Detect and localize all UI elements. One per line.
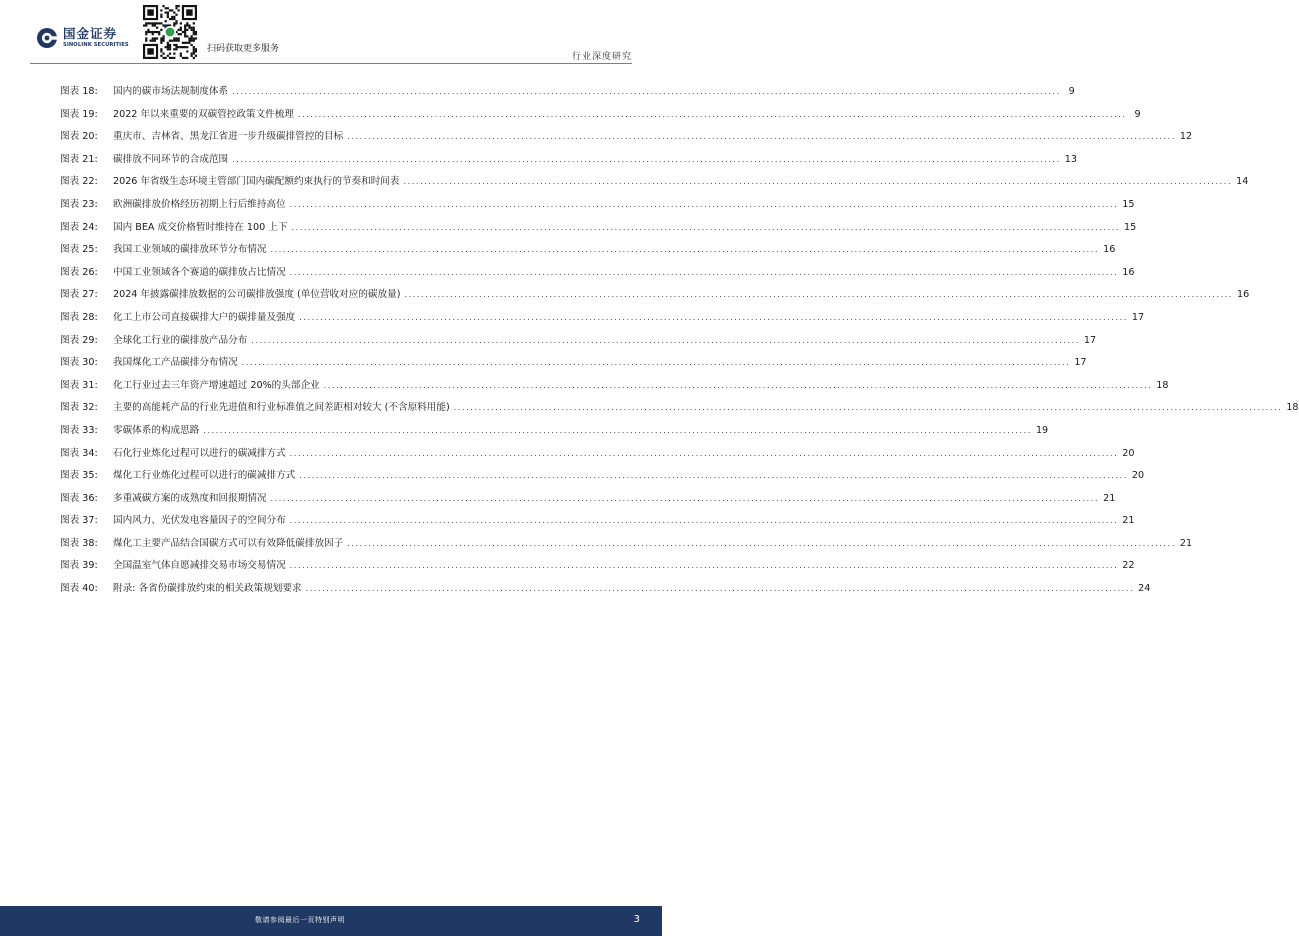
toc-entry[interactable]	[60, 512, 1135, 535]
toc-entry-label: 图表 23:	[60, 198, 98, 210]
dot-leader: ........................................................................................................................................................................................................	[323, 380, 1153, 390]
toc-entry[interactable]	[60, 467, 1145, 490]
dot-leader: ........................................................................................................................................................................................................	[270, 493, 1100, 503]
toc-entry-title: 我国煤化工产品碳排分布情况	[113, 357, 238, 369]
toc-entry-label: 图表 27:	[60, 289, 98, 301]
toc-entry-page: 21	[1179, 537, 1193, 549]
toc-entry-title: 附录: 各省份碳排放约束的相关政策规划要求	[113, 583, 302, 595]
toc-entry-title: 化工行业过去三年资产增速超过 20%的头部企业	[113, 379, 320, 391]
toc-entry-page: 12	[1179, 131, 1193, 143]
toc-entry-page: 20	[1131, 470, 1145, 482]
toc-entry-page: 16	[1237, 289, 1250, 301]
dot-leader: ........................................................................................................................................................................................................	[289, 448, 1119, 458]
toc-entry-title: 2026 年省级生态环境主管部门国内碳配额约束执行的节奏和时间表	[113, 176, 400, 188]
qr-caption: 扫码获取更多服务	[207, 44, 280, 54]
dot-leader: ........................................................................................................................................................................................................	[299, 312, 1128, 322]
toc-entry-page: 17	[1083, 334, 1097, 346]
toc-entry[interactable]	[60, 535, 1193, 558]
toc-entry-label: 图表 30:	[60, 357, 98, 369]
toc-entry-label: 图表 31:	[60, 379, 98, 391]
toc-entry-page: 17	[1074, 357, 1087, 369]
toc-entry-title: 碳排放不同环节的合成范围	[113, 153, 229, 165]
toc-entry-page: 20	[1122, 447, 1135, 459]
toc-entry[interactable]	[60, 422, 1049, 445]
toc-entry[interactable]	[60, 128, 1193, 151]
toc-entry[interactable]	[60, 580, 1151, 603]
toc-entry[interactable]	[60, 241, 1116, 264]
toc-entry-page: 21	[1122, 515, 1135, 527]
dot-leader: ........................................................................................................................................................................................................	[347, 538, 1176, 548]
toc-entry-page: 15	[1124, 221, 1137, 233]
toc-entry[interactable]	[60, 309, 1145, 332]
document-type: 行业深度研究	[571, 52, 632, 62]
toc-entry-label: 图表 29:	[60, 334, 98, 346]
toc-entry-page: 19	[1035, 424, 1049, 436]
toc-entry-label: 图表 35:	[60, 470, 98, 482]
toc-entry-label: 图表 19:	[60, 108, 98, 120]
dot-leader: ........................................................................................................................................................................................................	[453, 403, 1283, 413]
toc-entry-title: 国内风力、光伏发电容量因子的空间分布	[113, 515, 286, 527]
toc-entry[interactable]	[60, 83, 1075, 106]
toc-entry-page: 9	[1068, 86, 1075, 97]
toc-entry-title: 石化行业炼化过程可以进行的碳减排方式	[113, 447, 286, 459]
toc-entry-label: 图表 26:	[60, 266, 98, 278]
brand-logo	[36, 27, 129, 49]
toc-entry-label: 图表 21:	[60, 153, 98, 165]
dot-leader: ........................................................................................................................................................................................................	[203, 425, 1032, 435]
toc-entry-page: 13	[1064, 153, 1077, 165]
toc-entry-title: 我国工业领域的碳排放环节分布情况	[113, 244, 267, 256]
toc-entry-label: 图表 34:	[60, 447, 98, 459]
toc-entry-label: 图表 25:	[60, 244, 98, 256]
toc-entry[interactable]	[60, 196, 1135, 219]
dot-leader: ........................................................................................................................................................................................................	[403, 177, 1233, 187]
brand-name-en: SINOLINK SECURITIES	[63, 41, 129, 48]
header-divider	[30, 63, 632, 64]
sinolink-logo-icon	[36, 27, 58, 49]
toc-entry-page: 9	[1134, 108, 1141, 120]
toc-entry-page: 15	[1122, 198, 1135, 210]
dot-leader: ........................................................................................................................................................................................................	[297, 109, 1127, 119]
toc-entry-label: 图表 37:	[60, 515, 98, 527]
toc-entry-label: 图表 33:	[60, 424, 98, 436]
toc-entry[interactable]	[60, 399, 1299, 422]
toc-entry-label: 图表 22:	[60, 176, 98, 188]
toc-entry-title: 煤化工行业炼化过程可以进行的碳减排方式	[113, 470, 296, 482]
toc-entry-label: 图表 40:	[60, 583, 98, 595]
toc-entry-page: 24	[1138, 583, 1151, 595]
toc-entry-page: 16	[1122, 266, 1135, 278]
toc-entry-title: 国内的碳市场法规制度体系	[113, 86, 229, 97]
toc-entry[interactable]	[60, 445, 1135, 468]
dot-leader: ........................................................................................................................................................................................................	[404, 290, 1234, 300]
toc-entry-title: 煤化工主要产品结合国碳方式可以有效降低碳排放因子	[113, 537, 344, 549]
toc-entry[interactable]	[60, 219, 1137, 242]
toc-entry-label: 图表 38:	[60, 537, 98, 549]
toc-entry-label: 图表 28:	[60, 311, 98, 323]
toc-entry-title: 化工上市公司直接碳排大户的碳排量及强度	[113, 311, 296, 323]
toc-entry-title: 2022 年以来重要的双碳管控政策文件梳理	[113, 108, 294, 120]
toc-entry[interactable]	[60, 332, 1097, 355]
page-number: 3	[633, 914, 640, 925]
dot-leader: ........................................................................................................................................................................................................	[305, 584, 1135, 594]
dot-leader: ........................................................................................................................................................................................................	[289, 267, 1119, 277]
toc-entry[interactable]	[60, 557, 1135, 580]
toc-entry-label: 图表 20:	[60, 131, 98, 143]
toc-entry-page: 17	[1131, 311, 1145, 323]
disclaimer-note: 敬请参阅最后一页特别声明	[255, 916, 345, 924]
toc-entry-page: 22	[1122, 560, 1135, 572]
dot-leader: ........................................................................................................................................................................................................	[289, 561, 1119, 571]
qr-code-icon[interactable]	[143, 5, 197, 59]
toc-entry[interactable]	[60, 151, 1077, 174]
toc-entry-title: 2024 年披露碳排放数据的公司碳排放强度 (单位营收对应的碳放量)	[113, 289, 401, 301]
toc-entry[interactable]	[60, 490, 1116, 513]
dot-leader: ........................................................................................................................................................................................................	[299, 471, 1128, 481]
toc-entry-page: 14	[1236, 176, 1249, 188]
toc-entry-label: 图表 36:	[60, 492, 98, 504]
page-footer	[0, 906, 662, 936]
toc-entry-page: 16	[1103, 244, 1116, 256]
brand-name-cn: 国金证券	[63, 26, 118, 42]
dot-leader: ........................................................................................................................................................................................................	[347, 132, 1176, 142]
toc-entry[interactable]	[60, 377, 1169, 400]
toc-entry-label: 图表 32:	[60, 402, 98, 414]
toc-entry-title: 主要的高能耗产品的行业先进值和行业标准值之间差距相对较大 (不含原料用能)	[113, 402, 450, 414]
dot-leader: ........................................................................................................................................................................................................	[289, 199, 1119, 209]
toc-entry-page: 18	[1156, 379, 1169, 391]
page-header	[0, 0, 662, 66]
toc-entry-title: 全球化工行业的碳排放产品分布	[113, 334, 248, 346]
dot-leader: ........................................................................................................................................................................................................	[291, 222, 1121, 232]
toc-entry-title: 中国工业领域各个赛道的碳排放占比情况	[113, 266, 286, 278]
toc-entry-page: 18	[1286, 402, 1299, 414]
dot-leader: ........................................................................................................................................................................................................	[232, 154, 1061, 164]
chart-index-list	[60, 83, 1299, 603]
dot-leader: ........................................................................................................................................................................................................	[289, 516, 1119, 526]
dot-leader: ........................................................................................................................................................................................................	[251, 335, 1080, 345]
toc-entry[interactable]	[60, 286, 1250, 309]
dot-leader: ........................................................................................................................................................................................................	[270, 245, 1100, 255]
toc-entry-title: 零碳体系的构成思路	[113, 424, 200, 436]
toc-entry[interactable]	[60, 173, 1249, 196]
toc-entry-title: 多重减碳方案的成熟度和回报期情况	[113, 492, 267, 504]
toc-entry-title: 全国温室气体自愿减排交易市场交易情况	[113, 560, 286, 572]
toc-entry-title: 重庆市、吉林省、黑龙江省进一步升级碳排管控的目标	[113, 131, 344, 143]
toc-entry[interactable]	[60, 354, 1087, 377]
toc-entry-page: 21	[1103, 492, 1116, 504]
toc-entry[interactable]	[60, 106, 1141, 129]
toc-entry-title: 欧洲碳排放价格经历初期上行后维持高位	[113, 198, 286, 210]
toc-entry[interactable]	[60, 264, 1135, 287]
toc-entry-label: 图表 39:	[60, 560, 98, 572]
toc-entry-label: 图表 24:	[60, 221, 98, 233]
toc-entry-title: 国内 BEA 成交价格暂时维持在 100 上下	[113, 221, 288, 233]
toc-entry-label: 图表 18:	[60, 86, 98, 97]
dot-leader: ........................................................................................................................................................................................................	[232, 87, 1061, 96]
dot-leader: ........................................................................................................................................................................................................	[241, 358, 1071, 368]
